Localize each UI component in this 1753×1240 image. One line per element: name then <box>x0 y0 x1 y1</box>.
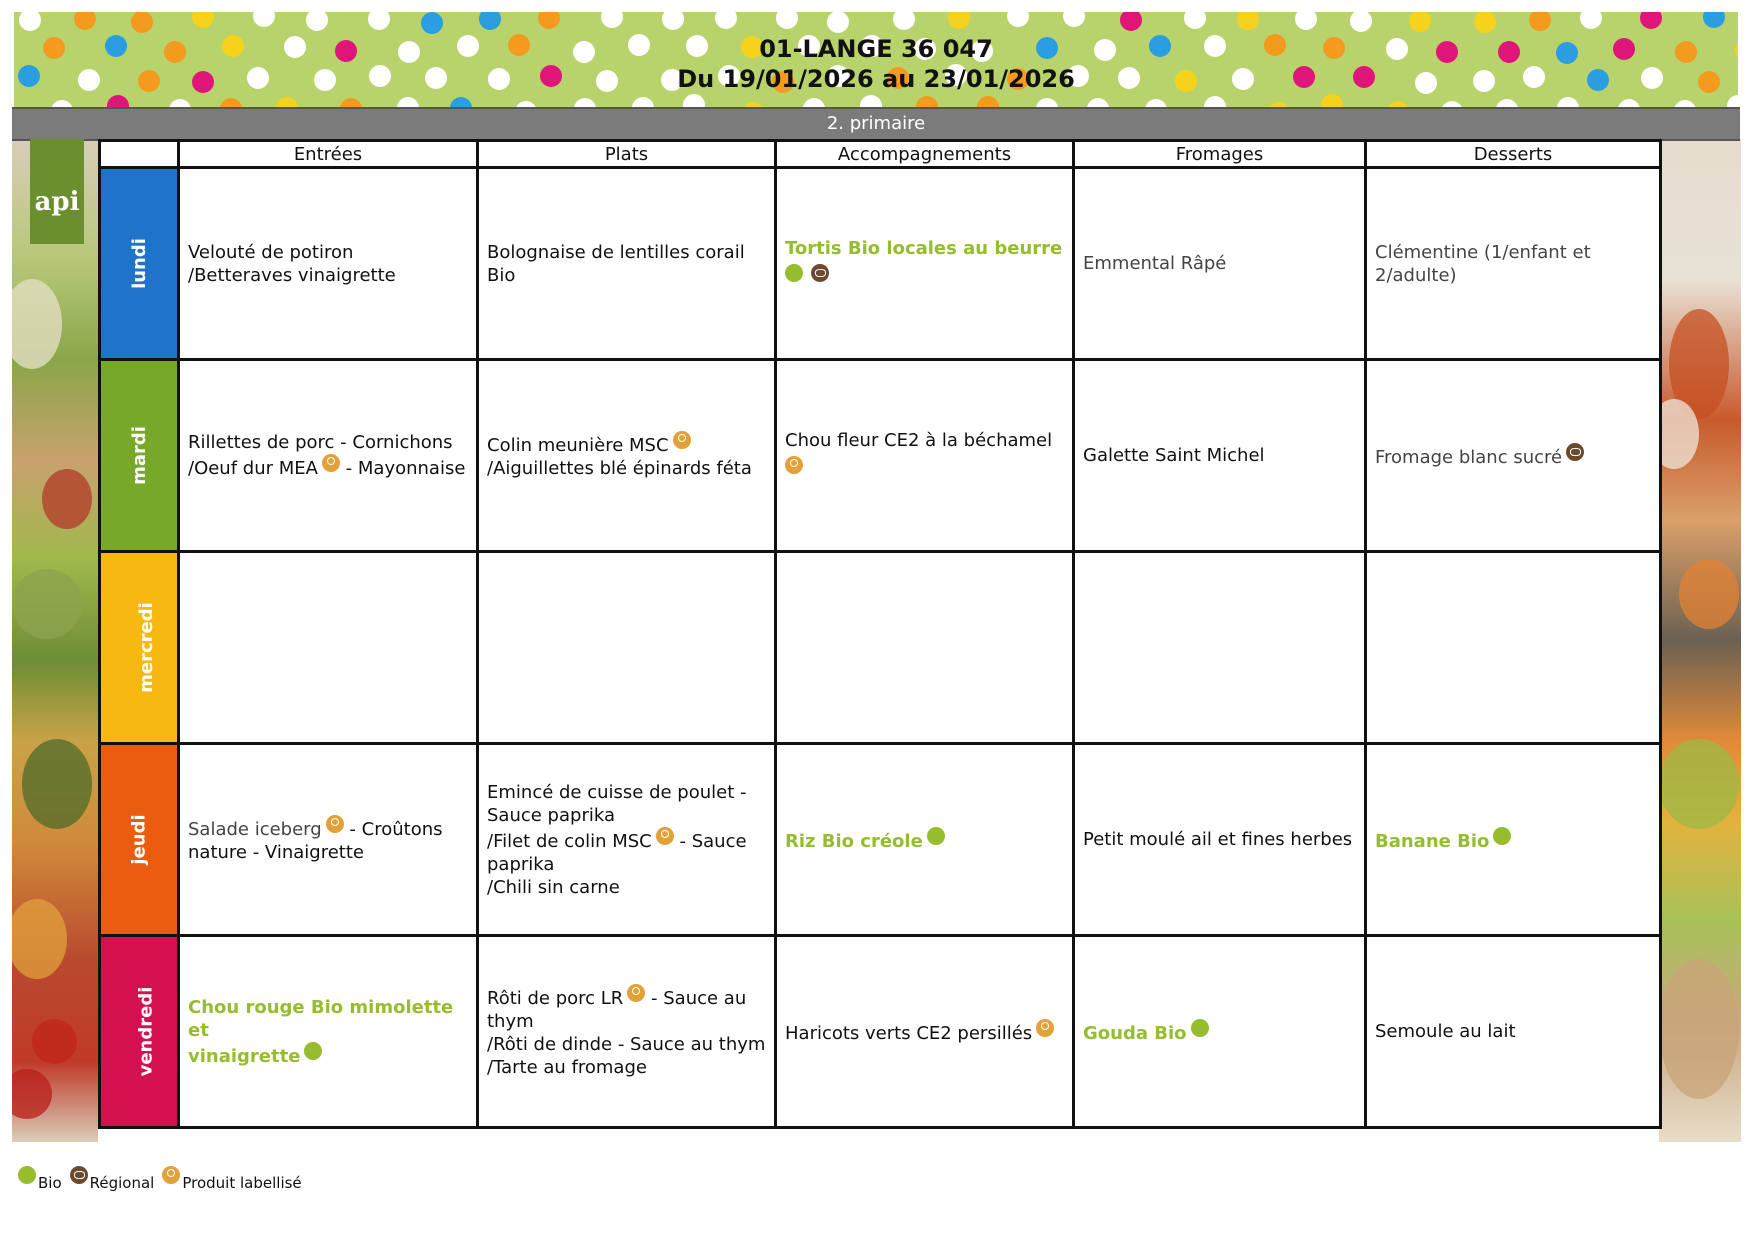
menu-line <box>188 431 468 454</box>
legend-item <box>18 1174 62 1192</box>
menu-line <box>1083 828 1356 851</box>
dish-text: Haricots verts CE2 persillés <box>785 1022 1033 1044</box>
polka-dot <box>1321 94 1343 107</box>
menu-line <box>188 996 468 1042</box>
polka-dot <box>827 12 849 33</box>
establishment-title: 01-LANGE 36 047 <box>759 35 993 63</box>
dish-text: - Sauce au <box>645 988 747 1009</box>
polka-dot <box>192 12 214 28</box>
dish-text: paprika <box>487 853 555 875</box>
left-photo-strip <box>12 139 98 1142</box>
menu-line <box>188 454 468 480</box>
table-header-row <box>100 141 1661 168</box>
polka-dot <box>601 12 623 28</box>
regional-label-icon <box>1566 443 1584 461</box>
polka-dot <box>450 97 472 107</box>
menu-line <box>487 984 766 1010</box>
dish-text: Banane Bio <box>1375 830 1490 852</box>
menu-cell <box>1366 360 1661 552</box>
menu-line <box>1375 241 1651 264</box>
menu-cell <box>1074 936 1366 1128</box>
dish-text: /Aiguillettes blé épinards féta <box>487 458 752 479</box>
menu-cell <box>776 744 1074 936</box>
day-label: vendredi <box>135 986 157 1077</box>
polka-dot <box>1727 95 1738 107</box>
column-header: Fromages <box>1074 141 1366 168</box>
dish-text: Emmental Râpé <box>1083 253 1227 274</box>
polka-dot <box>421 12 443 34</box>
polka-dot <box>776 12 798 29</box>
polka-dot <box>306 12 328 31</box>
dish-text: /Filet de colin MSC <box>487 830 652 852</box>
menu-line <box>785 429 1064 452</box>
menu-cell <box>179 744 478 936</box>
polka-dot <box>574 98 596 107</box>
legend-label: Produit labellisé <box>182 1174 302 1192</box>
menu-line <box>487 1033 766 1056</box>
menu-cell <box>478 552 776 744</box>
group-label: 2. primaire <box>12 107 1740 141</box>
dish-text: /Tarte au fromage <box>487 1057 647 1078</box>
column-header: Plats <box>478 141 776 168</box>
menu-line <box>188 841 468 864</box>
right-photo-strip <box>1659 139 1741 1142</box>
menu-line <box>487 1010 766 1033</box>
menu-line <box>487 457 766 480</box>
day-label: jeudi <box>128 814 150 865</box>
menu-line <box>188 264 468 287</box>
menu-cell <box>179 168 478 360</box>
menu-line <box>487 853 766 876</box>
polka-dot <box>683 94 705 107</box>
page-title <box>14 34 1738 94</box>
api-logo <box>30 139 84 244</box>
table-row <box>100 744 1661 936</box>
legend-label: Bio <box>38 1174 62 1192</box>
column-header: Accompagnements <box>776 141 1074 168</box>
dish-text: Chou rouge Bio mimolette et <box>188 996 454 1041</box>
polka-dot <box>1007 12 1029 27</box>
polka-dot <box>276 97 298 107</box>
table-row <box>100 552 1661 744</box>
menu-line <box>785 1019 1064 1045</box>
polka-dot <box>220 98 242 107</box>
dish-text: thym <box>487 1011 534 1032</box>
polka-dot <box>107 95 129 107</box>
dish-text: Petit moulé ail et fines herbes <box>1083 829 1353 850</box>
bio-label-icon <box>927 827 945 845</box>
day-jeudi <box>100 744 179 936</box>
polka-dot <box>632 97 654 107</box>
polka-dot <box>1557 97 1579 107</box>
day-mercredi <box>100 552 179 744</box>
dish-text: /Rôti de dinde - Sauce au thym <box>487 1034 766 1055</box>
legend-item <box>70 1174 155 1192</box>
quality-label-icon <box>673 431 691 449</box>
menu-line <box>487 1056 766 1079</box>
menu-table <box>98 139 1662 1129</box>
polka-dot <box>662 12 684 30</box>
bio-label-icon <box>18 1166 36 1184</box>
bio-label-icon <box>1191 1019 1209 1037</box>
dish-text: Riz Bio créole <box>785 830 923 852</box>
menu-line <box>487 241 766 287</box>
dish-text: - Mayonnaise <box>339 458 466 479</box>
menu-line <box>1375 1020 1651 1043</box>
regional-label-icon <box>70 1166 88 1184</box>
dish-text: /Chili sin carne <box>487 876 620 898</box>
polka-dot <box>1120 12 1142 31</box>
dish-text: Sauce paprika <box>487 804 615 826</box>
polka-dot <box>74 12 96 30</box>
menu-cell <box>776 552 1074 744</box>
menu-cell <box>776 936 1074 1128</box>
polka-dot <box>1350 12 1372 32</box>
polka-dot <box>19 12 41 31</box>
polka-dot <box>1409 12 1431 32</box>
bio-label-icon <box>785 264 803 282</box>
polka-dot <box>1087 98 1109 107</box>
table-corner <box>100 141 179 168</box>
day-label: lundi <box>128 238 150 289</box>
menu-line <box>1083 1019 1356 1045</box>
polka-dot <box>948 12 970 29</box>
polka-dot <box>340 98 362 107</box>
polka-dot <box>397 97 419 107</box>
polka-dot <box>803 98 825 107</box>
polka-dot <box>538 12 560 29</box>
menu-cell <box>1366 552 1661 744</box>
quality-label-icon <box>656 827 674 845</box>
table-row <box>100 168 1661 360</box>
polka-dot <box>1063 12 1085 27</box>
menu-cell <box>1074 552 1366 744</box>
api-logo-text: api <box>34 187 80 217</box>
quality-label-icon <box>326 815 344 833</box>
dish-text: Colin meunière MSC <box>487 435 669 456</box>
menu-line <box>785 237 1064 260</box>
menu-cell <box>1074 744 1366 936</box>
dish-text: Salade iceberg <box>188 819 322 840</box>
menu-cell <box>1366 744 1661 936</box>
menu-cell <box>776 360 1074 552</box>
legend <box>18 1166 310 1192</box>
quality-label-icon <box>322 454 340 472</box>
dish-text: Fromage blanc sucré <box>1375 446 1563 468</box>
menu-line <box>188 1042 468 1068</box>
dish-text: Rillettes de porc - Cornichons <box>188 432 453 453</box>
dish-text: Bolognaise de lentilles corail Bio <box>487 241 745 286</box>
polka-dot <box>977 96 999 107</box>
dish-text: Galette Saint Michel <box>1083 445 1265 466</box>
menu-line <box>487 804 766 827</box>
menu-cell <box>776 168 1074 360</box>
bio-label-icon <box>1493 827 1511 845</box>
column-header: Desserts <box>1366 141 1661 168</box>
dish-text: Semoule au lait <box>1375 1021 1516 1042</box>
menu-cell <box>478 168 776 360</box>
quality-label-icon <box>627 984 645 1002</box>
bio-label-icon <box>304 1042 322 1060</box>
polka-dot <box>893 12 915 30</box>
menu-cell <box>1366 936 1661 1128</box>
dish-text: /Oeuf dur MEA <box>188 458 318 479</box>
polka-dot <box>715 12 737 29</box>
polka-dot <box>1496 99 1518 107</box>
polka-dot <box>1474 12 1496 33</box>
polka-dot <box>1640 12 1662 29</box>
polka-dot <box>1703 12 1725 28</box>
menu-line <box>188 241 468 264</box>
menu-line <box>1083 252 1356 275</box>
polka-dot <box>1580 12 1602 29</box>
dish-text: Rôti de porc LR <box>487 988 624 1009</box>
menu-line <box>487 876 766 899</box>
polka-dot <box>51 100 73 107</box>
menu-cell <box>478 936 776 1128</box>
day-label: mardi <box>128 426 150 485</box>
quality-label-icon <box>785 456 803 474</box>
label-icons <box>785 456 1064 482</box>
polka-dot <box>916 96 938 107</box>
polka-dot <box>1529 12 1551 31</box>
menu-line <box>1083 444 1356 467</box>
dish-text: - Sauce <box>673 830 747 852</box>
day-label: mercredi <box>135 602 157 693</box>
polka-dot <box>1184 12 1206 29</box>
day-lundi <box>100 168 179 360</box>
label-icons <box>785 264 1064 290</box>
menu-cell <box>179 360 478 552</box>
dish-text: Gouda Bio <box>1083 1022 1187 1044</box>
dish-text: Velouté de potiron <box>188 241 354 263</box>
date-range: Du 19/01/2026 au 23/01/2026 <box>677 65 1075 93</box>
table-row <box>100 360 1661 552</box>
dish-text: vinaigrette <box>188 1045 301 1067</box>
dish-text: - Croûtons <box>343 819 443 840</box>
polka-dot <box>479 12 501 30</box>
header-banner <box>14 12 1738 107</box>
menu-line <box>1375 443 1651 469</box>
polka-dot <box>1618 99 1640 107</box>
legend-label: Régional <box>89 1174 155 1192</box>
polka-dot <box>1674 100 1696 107</box>
polka-dot <box>131 12 153 33</box>
dish-text: nature - Vinaigrette <box>188 842 364 863</box>
dish-text: Emincé de cuisse de poulet - <box>487 781 747 803</box>
dish-text: 2/adulte) <box>1375 264 1457 286</box>
polka-dot <box>860 95 882 107</box>
menu-cell <box>478 360 776 552</box>
polka-dot <box>1204 96 1226 107</box>
dish-text: Tortis Bio locales au beurre <box>785 238 1063 259</box>
menu-line <box>1375 827 1651 853</box>
polka-dot <box>1295 12 1317 30</box>
polka-dot <box>1145 99 1167 107</box>
menu-cell <box>478 744 776 936</box>
table-row <box>100 936 1661 1128</box>
day-mardi <box>100 360 179 552</box>
menu-line <box>1375 264 1651 287</box>
menu-cell <box>179 552 478 744</box>
dish-text: Clémentine (1/enfant et <box>1375 241 1591 263</box>
menu-line <box>785 827 1064 853</box>
menu-line <box>487 781 766 804</box>
legend-item <box>162 1174 301 1192</box>
menu-line <box>188 815 468 841</box>
menu-cell <box>1366 168 1661 360</box>
quality-label-icon <box>1036 1019 1054 1037</box>
dish-text: Chou fleur CE2 à la béchamel <box>785 430 1053 451</box>
menu-line <box>487 827 766 853</box>
day-vendredi <box>100 936 179 1128</box>
menu-cell <box>1074 360 1366 552</box>
regional-label-icon <box>811 264 829 282</box>
menu-cell <box>179 936 478 1128</box>
menu-cell <box>1074 168 1366 360</box>
polka-dot <box>1237 12 1259 30</box>
polka-dot <box>253 12 275 27</box>
polka-dot <box>1036 98 1058 107</box>
polka-dot <box>368 12 390 30</box>
polka-dot <box>169 99 191 107</box>
quality-label-icon <box>162 1166 180 1184</box>
menu-line <box>487 431 766 457</box>
column-header: Entrées <box>179 141 478 168</box>
dish-text: /Betteraves vinaigrette <box>188 264 396 286</box>
